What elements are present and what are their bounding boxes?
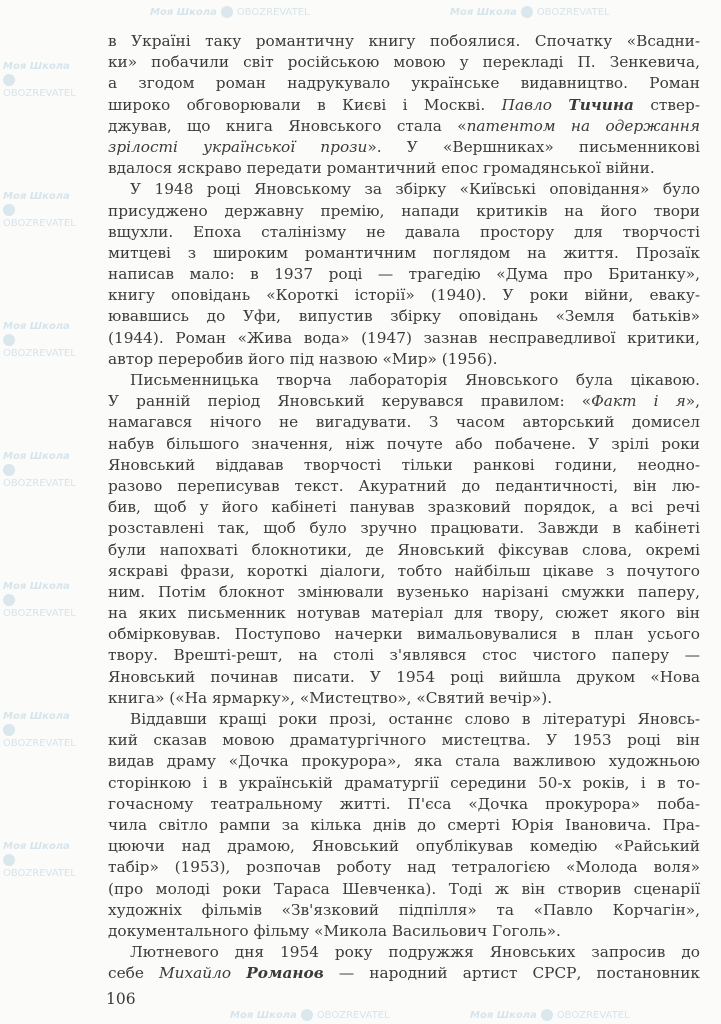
- text-run: Яновський починав писати. У 1954 році вийшла друком «Нова: [108, 667, 700, 686]
- text-run: книга» («На ярмарку», «Мистецтво», «Святий вечір»).: [108, 688, 553, 707]
- text-run: чила світло рампи за кілька днів до смерті Юрія Івановича. Пра-: [108, 815, 700, 834]
- watermark-logo-icon: [3, 204, 15, 216]
- text-run: Яновський віддавав творчості тільки ранкові години, неодно-: [108, 455, 700, 474]
- text-run: себе: [108, 964, 160, 983]
- text-line: [108, 349, 700, 370]
- text-line: [108, 306, 700, 327]
- body-text: [108, 31, 700, 984]
- watermark-brand-text: OBOZREVATEL: [3, 88, 76, 99]
- text-line: [108, 222, 700, 243]
- text-run: (про молоді роки Тараса Шевченка). Тоді ж він створив сценарії: [108, 879, 700, 898]
- text-run: автор переробив його під назвою «Мир» (1956).: [108, 349, 498, 368]
- text-run: книгу оповідань «Короткі історії» (1940). У роки війни, еваку-: [108, 286, 700, 305]
- text-run: широко обговорювали в Києві і Москві.: [108, 95, 502, 114]
- text-run: (1944). Роман «Жива вода» (1947) зазнав несправедливої критики,: [108, 328, 700, 347]
- text-line: [108, 836, 700, 857]
- text-run: бив, щоб у його кабінеті панував зразковий порядок, а всі речі: [108, 498, 700, 517]
- watermark: [3, 190, 76, 230]
- text-run: разово переписував текст. Акуратний до педантичності, він лю-: [108, 476, 700, 495]
- watermark: [150, 6, 310, 19]
- watermark-brand-text: OBOZREVATEL: [316, 1010, 390, 1021]
- text-line: [108, 391, 700, 412]
- text-line: [108, 328, 700, 349]
- text-run: написав мало: в 1937 році — трагедію «Дума про Британку»,: [108, 265, 700, 284]
- text-run: ним. Потім блокнот змінювали вузенько нарізані смужки паперу,: [108, 582, 700, 601]
- text-run: цюючи над драмою, Яновський опублікував комедію «Райський: [108, 837, 700, 856]
- watermark: [3, 840, 76, 880]
- text-line: [108, 95, 700, 116]
- text-line: [108, 540, 700, 561]
- text-run: сторінкою і в українській драматургії середини 50-х років, і в то-: [108, 773, 700, 792]
- text-line: [108, 645, 700, 666]
- text-line: [108, 434, 700, 455]
- paragraph-start-line: [108, 370, 700, 391]
- italic-text: Михайло: [159, 964, 247, 983]
- watermark-school-text: Моя Школа: [3, 321, 70, 332]
- text-run: присуджено державну премію, напади критиків на його твори: [108, 201, 700, 220]
- text-run: були напохваті блокнотики, де Яновський фіксував слова, окремі: [108, 540, 700, 559]
- text-line: [108, 794, 700, 815]
- text-line: [108, 879, 700, 900]
- text-run: Лютневого дня 1954 року подружжя Яновських запросив до: [130, 943, 700, 962]
- text-line: [108, 900, 700, 921]
- text-run: Віддавши кращі роки прозі, останнє слово в літературі Яновсь-: [130, 710, 700, 728]
- text-run: а згодом роман надрукувало українське видавництво. Роман: [108, 74, 700, 93]
- text-line: [108, 264, 700, 285]
- watermark-school-text: Моя Школа: [3, 61, 70, 72]
- text-line: [108, 857, 700, 878]
- text-run: гочасному театральному житті. П'єса «Дочка прокурора» поба-: [108, 794, 700, 813]
- text-run: на яких письменник нотував матеріал для твору, сюжет якого він: [108, 604, 700, 623]
- text-line: [108, 116, 700, 137]
- text-line: [108, 582, 700, 603]
- watermark-school-text: Моя Школа: [150, 7, 217, 18]
- watermark-brand-text: OBOZREVATEL: [3, 348, 76, 359]
- watermark-logo-icon: [541, 1009, 553, 1021]
- text-run: художніх фільмів «Зв'язковий підпілля» та «Павло Корчагін»,: [108, 900, 700, 919]
- text-run: вщухли. Епоха сталінізму не давала простору для творчості: [108, 222, 700, 241]
- text-line: [108, 73, 700, 94]
- bold-italic-text: Тичина: [568, 95, 634, 114]
- text-run: митцеві з широким романтичним поглядом на життя. Прозаїк: [108, 243, 700, 262]
- watermark-logo-icon: [521, 6, 533, 18]
- watermark-logo-icon: [3, 74, 15, 86]
- watermark-logo-icon: [3, 854, 15, 866]
- text-line: [108, 455, 700, 476]
- watermark-brand-text: OBOZREVATEL: [236, 7, 310, 18]
- text-run: кий сказав мовою драматургічного мистецтва. У 1953 році він: [108, 731, 700, 750]
- watermark-brand-text: OBOZREVATEL: [3, 868, 76, 879]
- text-line: [108, 476, 700, 497]
- text-line: [108, 137, 700, 158]
- watermark: [3, 450, 76, 490]
- watermark-brand-text: OBOZREVATEL: [556, 1010, 630, 1021]
- watermark-logo-icon: [3, 724, 15, 736]
- watermark-brand-text: OBOZREVATEL: [3, 478, 76, 489]
- watermark-school-text: Моя Школа: [3, 581, 70, 592]
- watermark-brand-text: OBOZREVATEL: [536, 7, 610, 18]
- italic-text: Факт і я: [591, 392, 686, 411]
- text-run: документального фільму «Микола Васильович Гоголь».: [108, 921, 561, 940]
- watermark-school-text: Моя Школа: [3, 191, 70, 202]
- page-number: 106: [106, 990, 136, 1008]
- watermark: [3, 60, 76, 100]
- bold-italic-text: Романов: [246, 964, 324, 983]
- watermark: [3, 710, 76, 750]
- paragraph-start-line: [108, 942, 700, 963]
- text-run: Письменницька творча лабораторія Яновського була цікавою.: [130, 371, 700, 389]
- watermark-school-text: Моя Школа: [230, 1010, 297, 1021]
- watermark: [470, 1009, 630, 1022]
- watermark-brand-text: OBOZREVATEL: [3, 218, 76, 229]
- text-run: У ранній період Яновський керувався правилом: «: [108, 392, 592, 411]
- watermark: [230, 1009, 390, 1022]
- watermark-school-text: Моя Школа: [3, 841, 70, 852]
- watermark: [3, 580, 76, 620]
- text-line: [108, 921, 700, 942]
- text-run: в Україні таку романтичну книгу побоялися. Спочатку «Всадни-: [108, 32, 700, 50]
- watermark-brand-text: OBOZREVATEL: [3, 738, 76, 749]
- text-run: »,: [685, 392, 700, 411]
- text-line: [108, 201, 700, 222]
- text-line: [108, 52, 700, 73]
- watermark-logo-icon: [301, 1009, 313, 1021]
- text-run: ствер-: [633, 95, 700, 114]
- watermark-logo-icon: [3, 594, 15, 606]
- text-line: [108, 561, 700, 582]
- text-run: джував, що книга Яновського стала «: [108, 116, 467, 135]
- watermark: [3, 320, 76, 360]
- paragraph-start-line: [108, 179, 700, 200]
- text-run: обмірковував. Поступово начерки вимальовувалися в план усього: [108, 625, 700, 644]
- text-line: [108, 688, 700, 709]
- text-line: [108, 497, 700, 518]
- text-run: вдалося яскраво передати романтичний епос громадянської війни.: [108, 159, 655, 178]
- text-run: табір» (1953), розпочав роботу над тетралогією «Молода воля»: [108, 858, 700, 877]
- italic-text: Павло: [501, 95, 569, 114]
- text-line: [108, 730, 700, 751]
- text-line: [108, 624, 700, 645]
- text-line: [108, 31, 700, 52]
- watermark-school-text: Моя Школа: [3, 711, 70, 722]
- paragraph-start-line: [108, 709, 700, 730]
- text-run: — народний артист СРСР, постановник: [323, 964, 700, 983]
- italic-text: зрілості української прози: [108, 137, 368, 156]
- watermark-school-text: Моя Школа: [450, 7, 517, 18]
- watermark-school-text: Моя Школа: [470, 1010, 537, 1021]
- text-line: [108, 773, 700, 794]
- text-run: набув більшого значення, ніж почуте або побачене. У зрілі роки: [108, 434, 700, 453]
- text-run: ювавшись до Уфи, випустив збірку оповідань «Земля батьків»: [108, 307, 700, 326]
- text-line: [108, 412, 700, 433]
- text-line: [108, 751, 700, 772]
- text-run: ки» побачили світ російською мовою у перекладі П. Зенкевича,: [108, 53, 700, 72]
- text-run: розставлені так, щоб було зручно працювати. Завжди в кабінеті: [108, 519, 700, 538]
- text-line: [108, 603, 700, 624]
- text-line: [108, 243, 700, 264]
- text-run: яскраві фрази, короткі діалоги, тобто найбільш цікаве з почутого: [108, 561, 700, 580]
- text-line: [108, 158, 700, 179]
- watermark-school-text: Моя Школа: [3, 451, 70, 462]
- text-run: У 1948 році Яновському за збірку «Київські оповідання» було: [130, 180, 700, 199]
- watermark-logo-icon: [221, 6, 233, 18]
- text-line: [108, 667, 700, 688]
- text-line: [108, 518, 700, 539]
- text-run: ». У «Вершниках» письменникові: [367, 137, 700, 156]
- italic-text: патентом на одержання: [466, 116, 700, 135]
- text-line: [108, 815, 700, 836]
- text-line: [108, 963, 700, 984]
- watermark: [450, 6, 610, 19]
- watermark-logo-icon: [3, 464, 15, 476]
- text-run: твору. Врешті-решт, на столі з'являвся стос чистого паперу —: [108, 646, 700, 665]
- watermark-brand-text: OBOZREVATEL: [3, 608, 76, 619]
- text-line: [108, 285, 700, 306]
- text-run: намагався нічого не вигадувати. З часом авторський домисел: [108, 413, 700, 432]
- text-run: видав драму «Дочка прокурора», яка стала важливою художньою: [108, 752, 700, 771]
- watermark-logo-icon: [3, 334, 15, 346]
